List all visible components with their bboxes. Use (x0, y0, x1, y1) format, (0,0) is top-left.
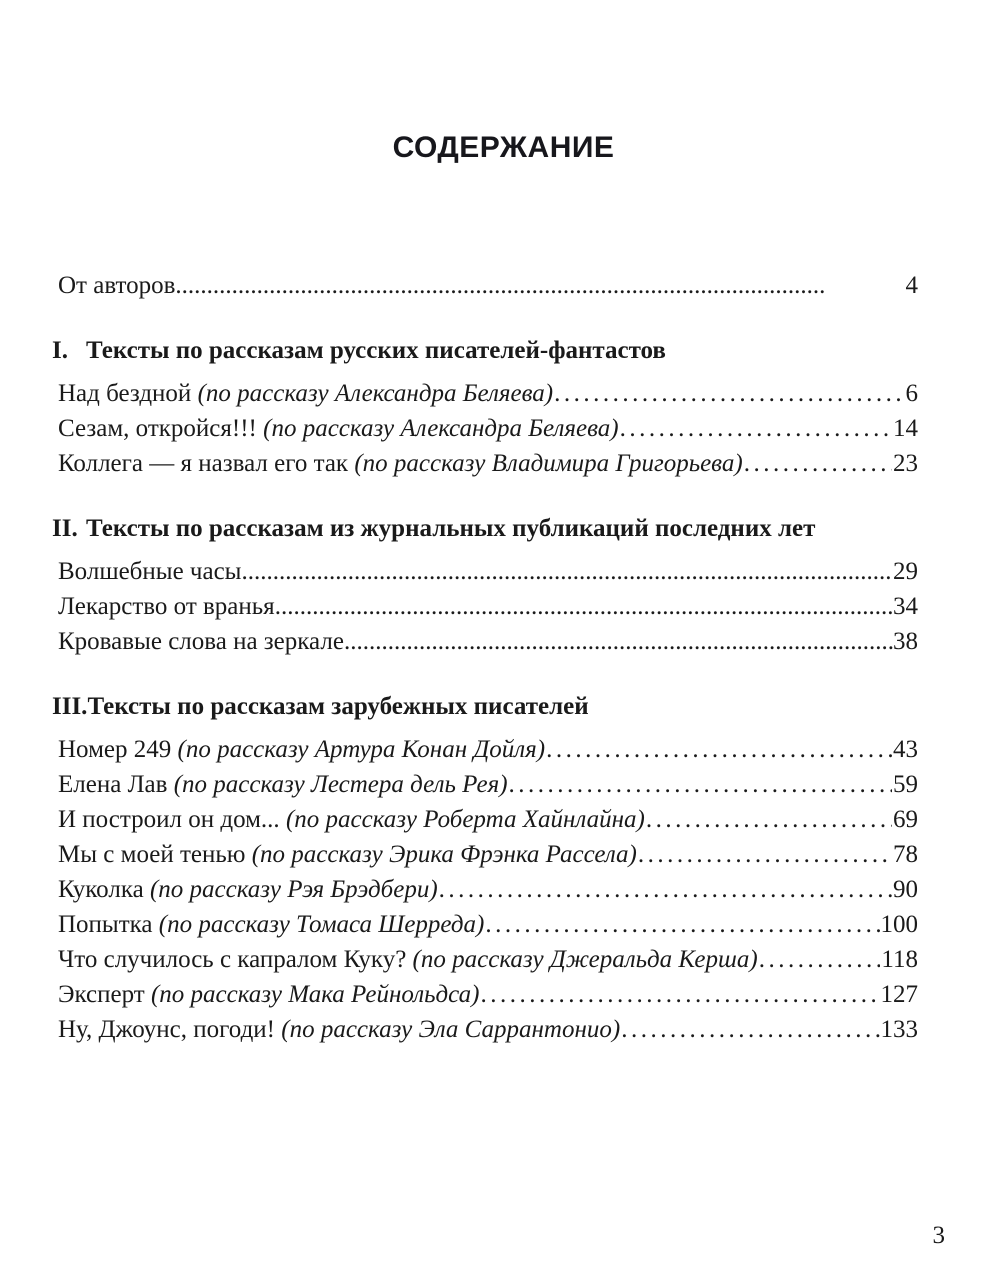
page-title: СОДЕРЖАНИЕ (392, 131, 615, 164)
toc-entry-source-note: (по рассказу Лестера дель Рея) (173, 771, 508, 798)
toc-entry-title-main: Мы с моей тенью (58, 841, 252, 868)
toc-entry[interactable] (58, 732, 918, 767)
toc-entry[interactable] (58, 624, 918, 659)
toc-entry-source-note: (по рассказу Эла Саррантонио) (281, 1016, 621, 1043)
toc-content (52, 268, 918, 1047)
toc-entry-title-main: Лекарство от вранья (58, 593, 275, 620)
toc-entry-title-main: Номер 249 (58, 736, 178, 763)
toc-entry[interactable] (58, 1012, 918, 1047)
section-number: III. (52, 693, 88, 720)
toc-entry-page: 69 (893, 806, 918, 833)
toc-entry-title (58, 907, 484, 942)
section-number: II. (52, 515, 78, 542)
toc-entry-title (58, 446, 743, 481)
dot-leader (638, 837, 892, 872)
toc-entry-title-main: Сезам, откройся!!! (58, 415, 264, 442)
toc-entry-source-note: (по рассказу Роберта Хайнлайна) (285, 806, 645, 833)
dot-leader (759, 942, 881, 977)
toc-entry-title (58, 376, 553, 411)
toc-entry[interactable] (58, 376, 918, 411)
toc-entry[interactable] (58, 446, 918, 481)
toc-entry-source-note: (по рассказу Артура Конан Дойля) (177, 736, 546, 763)
dot-leader (241, 554, 893, 589)
spacer (52, 481, 918, 511)
spacer (52, 368, 918, 376)
toc-entry-source-note: (по рассказу Александра Беляева) (197, 380, 554, 407)
toc-entry-title-main: Ну, Джоунс, погоди! (58, 1016, 282, 1043)
section-number: I. (52, 337, 68, 364)
toc-entry-title-main: Кровавые слова на зеркале (58, 628, 344, 655)
toc-sections (52, 333, 918, 1047)
dot-leader (175, 268, 905, 303)
toc-entry-intro[interactable] (58, 268, 918, 303)
toc-entry-title-main: Елена Лав (58, 771, 174, 798)
toc-entry-title-main: Волшебные часы (58, 558, 242, 585)
section-heading-label: Тексты по рассказам из журнальных публикаций последних лет (86, 515, 816, 542)
toc-entry[interactable] (58, 411, 918, 446)
toc-entry-page: 90 (893, 876, 918, 903)
toc-entry-title-main: Что случилось с капралом Куку? (58, 946, 413, 973)
toc-entry-title (58, 589, 275, 624)
toc-entry-page: 14 (893, 415, 918, 442)
toc-entry-source-note: (по рассказу Джеральда Керша) (412, 946, 758, 973)
dot-leader (546, 732, 892, 767)
spacer (52, 303, 918, 333)
section-heading-label: Тексты по рассказам русских писателей-фантастов (86, 337, 666, 364)
toc-entry-title-main: Попытка (58, 911, 159, 938)
spacer (52, 546, 918, 554)
toc-entry-page: 118 (881, 946, 918, 973)
dot-leader (646, 802, 892, 837)
toc-entry-title-main: Коллега — я назвал его так (58, 450, 355, 477)
section-heading (52, 511, 918, 546)
toc-entry-page: 43 (893, 736, 918, 763)
toc-entry-source-note: (по рассказу Эрика Фрэнка Рассела) (251, 841, 637, 868)
toc-entry-page: 34 (893, 593, 918, 620)
toc-entry[interactable] (58, 977, 918, 1012)
dot-leader (620, 411, 892, 446)
toc-entry-title (58, 624, 344, 659)
section-heading (52, 689, 918, 724)
toc-entry-page: 4 (905, 272, 918, 299)
page-folio: 3 (932, 1222, 945, 1249)
toc-entry-source-note: (по рассказу Мака Рейнольдса) (150, 981, 480, 1008)
toc-entry-page: 78 (893, 841, 918, 868)
toc-entry[interactable] (58, 767, 918, 802)
toc-entry-title (58, 942, 758, 977)
spacer (52, 724, 918, 732)
dot-leader (621, 1012, 879, 1047)
dot-leader (480, 977, 879, 1012)
toc-entry-page: 59 (893, 771, 918, 798)
toc-entry-page: 100 (880, 911, 918, 938)
toc-entry-page: 29 (893, 558, 918, 585)
spacer (52, 659, 918, 689)
toc-entry-title-main: Над бездной (58, 380, 198, 407)
dot-leader (485, 907, 879, 942)
toc-entry-title-main: Эксперт (58, 981, 151, 1008)
toc-entry-title (58, 767, 508, 802)
toc-entry-title (58, 732, 545, 767)
toc-entry-title (58, 837, 637, 872)
toc-entry-title (58, 977, 479, 1012)
toc-entry[interactable] (58, 907, 918, 942)
toc-entry[interactable] (58, 872, 918, 907)
toc-entry-title (58, 411, 619, 446)
toc-entry-title (58, 1012, 620, 1047)
toc-entry-source-note: (по рассказу Александра Беляева) (263, 415, 619, 442)
toc-entry-page: 133 (880, 1016, 918, 1043)
section-heading (52, 333, 918, 368)
dot-leader (275, 589, 893, 624)
toc-entry-source-note: (по рассказу Владимира Григорьева) (354, 450, 743, 477)
toc-entry-title: От авторов (58, 272, 176, 299)
dot-leader (744, 446, 892, 481)
toc-entry-page: 127 (880, 981, 918, 1008)
toc-entry-page: 6 (905, 380, 918, 407)
toc-entry-title (58, 872, 438, 907)
section-heading-label: Тексты по рассказам зарубежных писателей (87, 693, 589, 720)
toc-entry-page: 38 (893, 628, 918, 655)
dot-leader (554, 376, 904, 411)
dot-leader (439, 872, 892, 907)
toc-entry-title-main: Куколка (58, 876, 150, 903)
toc-entry-title-main: И построил он дом... (58, 806, 286, 833)
toc-entry-source-note: (по рассказу Рэя Брэдбери) (149, 876, 438, 903)
toc-entry-title (58, 554, 241, 589)
dot-leader (509, 767, 892, 802)
toc-entry[interactable] (58, 554, 918, 589)
toc-entry-page: 23 (893, 450, 918, 477)
toc-entry[interactable] (58, 942, 918, 977)
toc-entry-source-note: (по рассказу Томаса Шерреда) (158, 911, 485, 938)
toc-entry[interactable] (58, 589, 918, 624)
toc-entry[interactable] (58, 802, 918, 837)
toc-entry-title (58, 802, 645, 837)
dot-leader (344, 624, 893, 659)
toc-entry[interactable] (58, 837, 918, 872)
